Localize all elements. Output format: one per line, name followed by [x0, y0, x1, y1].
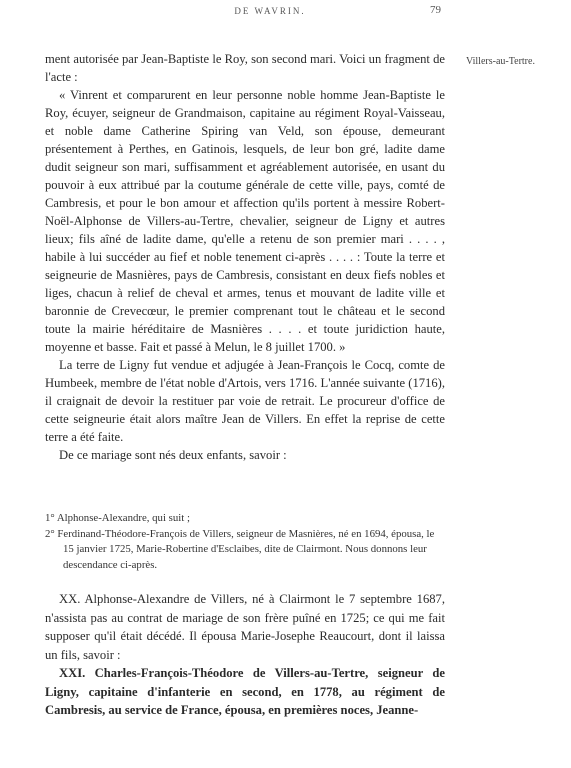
child-item-1: 1° Alphonse-Alexandre, qui suit ; [45, 512, 190, 524]
section-xxi: XXI. Charles-François-Théodore de Villers-au-Tertre, seigneur de Ligny, capitaine d'infanterie en second, en 1778, au régiment de Cambresis, au service de France, épousa, en premières noces, Jeanne- [45, 666, 445, 717]
generation-sections [45, 590, 445, 720]
main-text [45, 50, 445, 464]
section-xx: XX. Alphonse-Alexandre de Villers, né à Clairmont le 7 septembre 1687, n'assista pas au contrat de mariage de son frère puîné en 1725; ce qui me fait supposer qu'il était décédé. Il épousa Marie-Josephe Reaucourt, dont il laissa un fils, savoir : [45, 592, 445, 662]
margin-note: Villers-au-Tertre. [466, 56, 535, 67]
child-item-2: 2° Ferdinand-Théodore-François de Villers, seigneur de Masnières, né en 1694, épousa, le 15 janvier 1725, Marie-Robertine d'Esclaibes, dite de Clairmont. Nous donnons leur descendance ci-après. [45, 527, 435, 571]
paragraph-deed-quote: « Vinrent et comparurent en leur personne noble homme Jean-Baptiste le Roy, écuyer, seigneur de Grandmaison, capitaine au régiment Royal-Vaisseau, et noble dame Catherine Spiring van Veld, son épouse, demeurant présentement à Perthes, en Gatinois, lesquels, de leur bon gré, ladite dame dudit seigneur son mari, suffisamment et agréablement autorisée, en usant du pouvoir à eux attribué par la coutume générale de cette ville, pays, comté de Cambresis, et pour le bon amour et affection qu'ils portent à messire Robert-Noël-Alphonse de Villers-au-Tertre, chevalier, seigneur de Ligny et autres lieux; fils aîné de ladite dame, qu'elle a retenu de son premier mari . . . . , habile à lui succéder au fief et noble tenement ci-après . . . . : Toute la terre et seigneurie de Masnières, pays de Cambresis, consistant en deux fiefs nobles et liges, chacun à relief de cheval et armes, tenus et mouvant de ladite ville et baronnie de Crevecœur, le premier comprenant tout le château et le second toute la mairie héréditaire de Masnières . . . . et toute juridiction haute, moyenne et basse. Fait et passé à Melun, le 8 juillet 1700. » [45, 88, 445, 354]
paragraph-children: De ce mariage sont nés deux enfants, savoir : [59, 448, 287, 462]
page-number: 79 [430, 4, 441, 16]
paragraph-ligny: La terre de Ligny fut vendue et adjugée à Jean-François le Cocq, comte de Humbeek, membre de l'état noble d'Artois, vers 1716. L'année suivante (1716), il craignait de devoir la restituer par voie de retrait. Le procureur d'office de cette seigneurie était alors maître Jean de Villers. En effet la reprise de cette terre a été faite. [45, 358, 445, 444]
running-head: DE WAVRIN. [234, 6, 306, 16]
paragraph-continuation: ment autorisée par Jean-Baptiste le Roy, son second mari. Voici un fragment de l'acte : [45, 52, 445, 84]
children-list [45, 511, 445, 573]
